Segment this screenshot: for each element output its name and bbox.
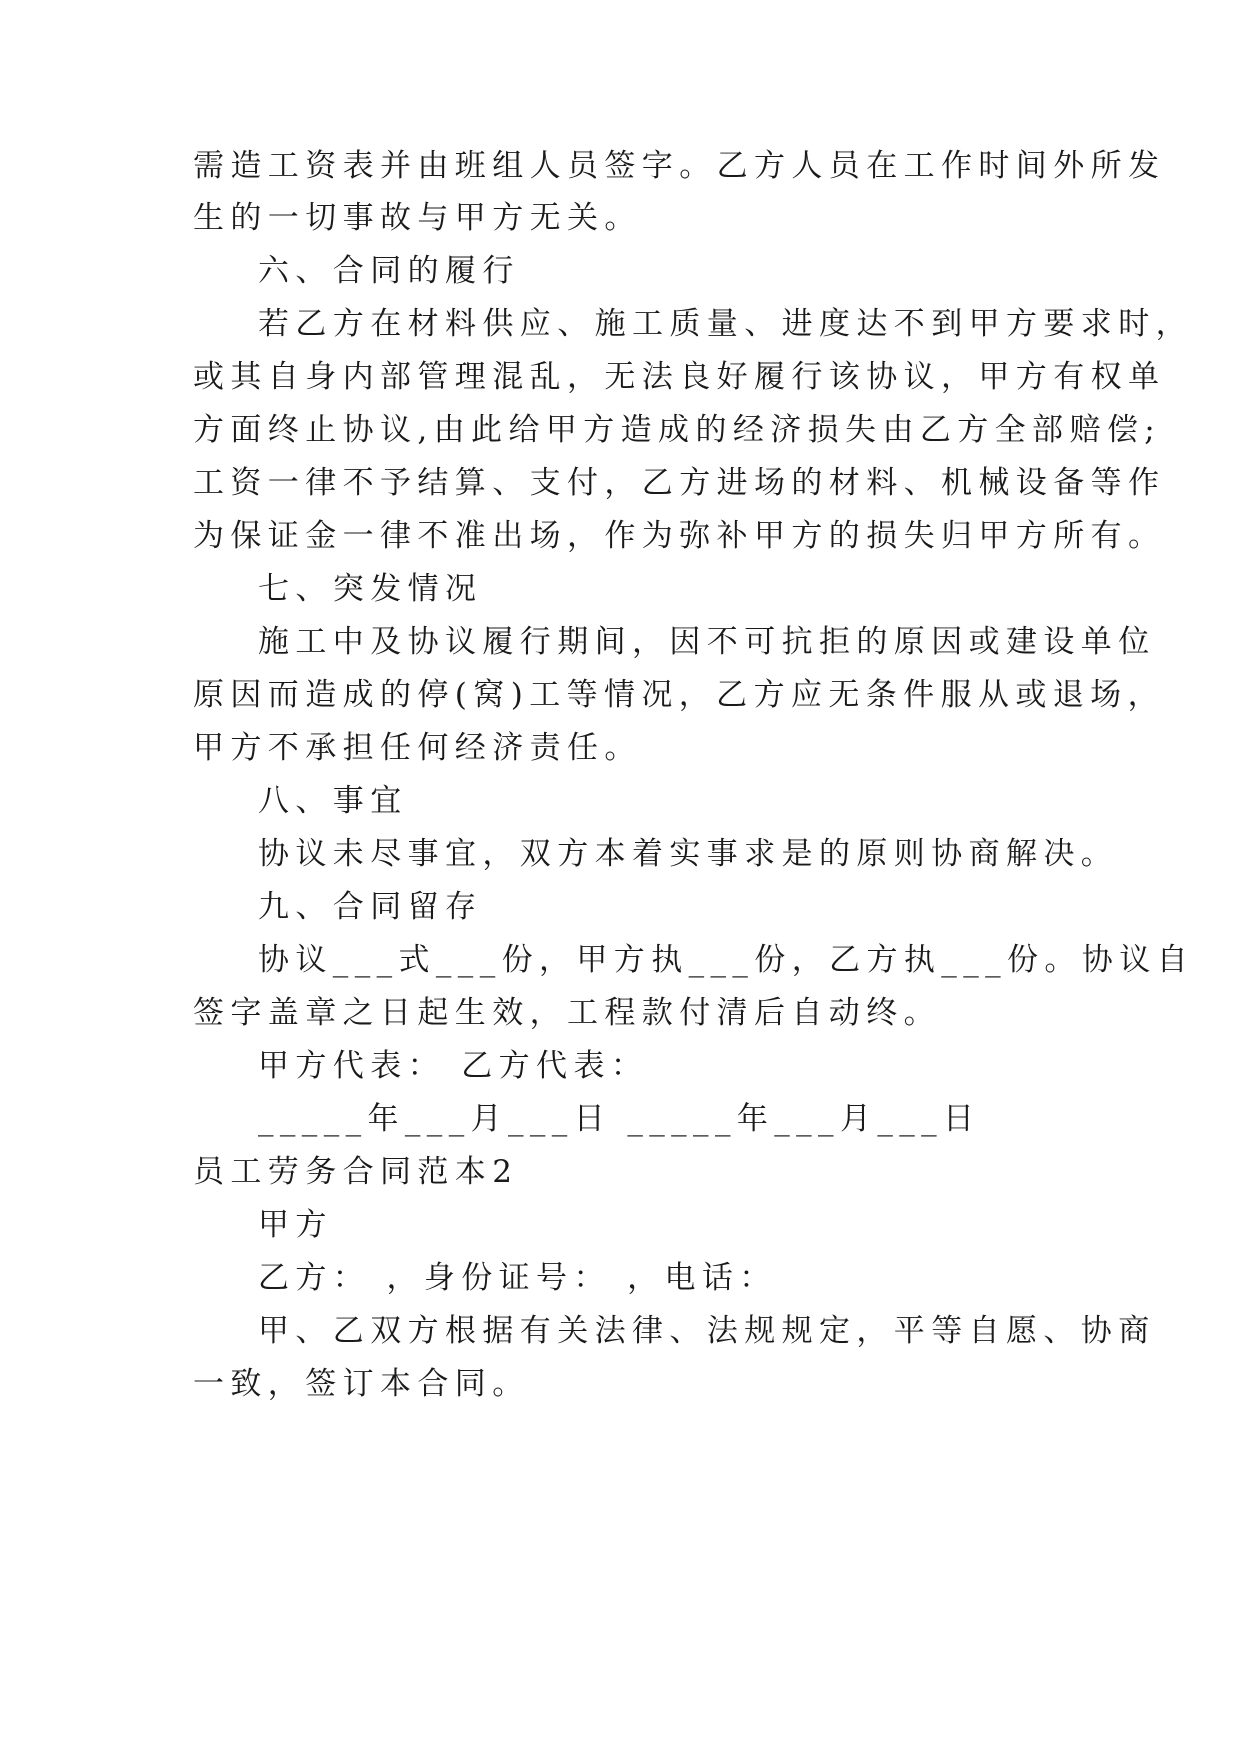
paragraph-line: 或其自身内部管理混乱，无法良好履行该协议，甲方有权单 <box>193 359 1166 395</box>
paragraph-line: 签字盖章之日起生效，工程款付清后自动终。 <box>193 995 941 1031</box>
party-b-line: 乙方： ，身份证号： ，电话： <box>258 1260 777 1296</box>
section-heading: 六、合同的履行 <box>258 253 520 289</box>
paragraph-line: 协议未尽事宜，双方本着实事求是的原则协商解决。 <box>258 836 1119 872</box>
paragraph-line: 甲、乙双方根据有关法律、法规规定，平等自愿、协商 <box>258 1313 1156 1349</box>
paragraph-line: 原因而造成的停(窝)工等情况，乙方应无条件服从或退场， <box>193 677 1165 713</box>
paragraph-line: 协议___式___份，甲方执___份，乙方执___份。协议自 <box>258 942 1194 978</box>
paragraph-line: 一致，签订本合同。 <box>193 1366 530 1402</box>
paragraph-line: 生的一切事故与甲方无关。 <box>193 200 642 236</box>
paragraph-line: 为保证金一律不准出场，作为弥补甲方的损失归甲方所有。 <box>193 518 1166 554</box>
section-heading: 九、合同留存 <box>258 889 483 925</box>
section-heading: 八、事宜 <box>258 783 408 819</box>
paragraph-line: 施工中及协议履行期间，因不可抗拒的原因或建设单位 <box>258 624 1156 660</box>
paragraph-line: 方面终止协议,由此给甲方造成的经济损失由乙方全部赔偿; <box>193 412 1162 448</box>
paragraph-line: 需造工资表并由班组人员签字。乙方人员在工作时间外所发 <box>193 148 1166 184</box>
party-a-line: 甲方 <box>258 1207 333 1243</box>
section-heading: 七、突发情况 <box>258 571 483 607</box>
paragraph-line: 若乙方在材料供应、施工质量、进度达不到甲方要求时， <box>258 306 1193 342</box>
document-title: 员工劳务合同范本2 <box>193 1154 519 1190</box>
date-line: _____年___月___日 _____年___月___日 <box>258 1101 981 1137</box>
signature-line: 甲方代表： 乙方代表： <box>258 1048 649 1084</box>
paragraph-line: 甲方不承担任何经济责任。 <box>193 730 642 766</box>
paragraph-line: 工资一律不予结算、支付，乙方进场的材料、机械设备等作 <box>193 465 1166 501</box>
